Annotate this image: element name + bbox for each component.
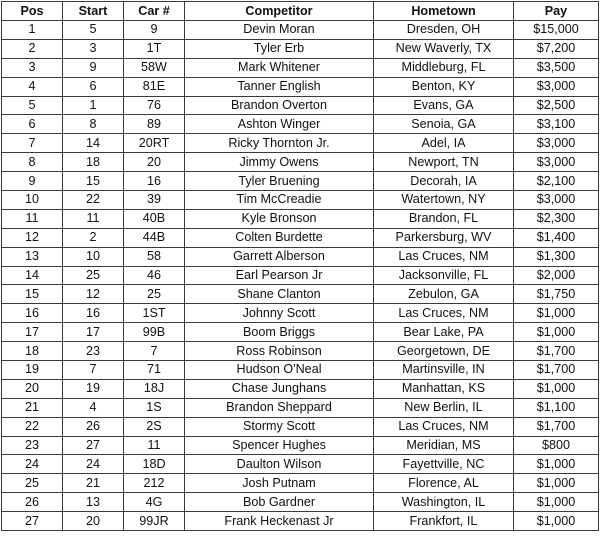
cell-pos: 14 <box>2 266 63 285</box>
cell-hometown: Fayettville, NC <box>374 455 514 474</box>
cell-start: 25 <box>63 266 124 285</box>
cell-car: 1ST <box>124 304 185 323</box>
cell-car: 20RT <box>124 134 185 153</box>
cell-car: 58W <box>124 58 185 77</box>
cell-pay: $1,750 <box>514 285 599 304</box>
cell-pos: 3 <box>2 58 63 77</box>
cell-pay: $1,000 <box>514 493 599 512</box>
cell-car: 89 <box>124 115 185 134</box>
cell-pay: $3,000 <box>514 153 599 172</box>
cell-pay: $1,700 <box>514 417 599 436</box>
cell-pos: 22 <box>2 417 63 436</box>
cell-start: 27 <box>63 436 124 455</box>
cell-competitor: Earl Pearson Jr <box>185 266 374 285</box>
cell-hometown: New Waverly, TX <box>374 39 514 58</box>
cell-competitor: Johnny Scott <box>185 304 374 323</box>
cell-pay: $3,000 <box>514 77 599 96</box>
cell-pay: $1,000 <box>514 379 599 398</box>
cell-start: 11 <box>63 209 124 228</box>
cell-hometown: Adel, IA <box>374 134 514 153</box>
table-row <box>2 209 599 228</box>
cell-competitor: Tyler Erb <box>185 39 374 58</box>
cell-hometown: Las Cruces, NM <box>374 247 514 266</box>
race-results-table <box>1 1 599 531</box>
cell-competitor: Kyle Bronson <box>185 209 374 228</box>
cell-competitor: Brandon Sheppard <box>185 398 374 417</box>
table-row <box>2 134 599 153</box>
cell-pos: 13 <box>2 247 63 266</box>
cell-hometown: Florence, AL <box>374 474 514 493</box>
table-row <box>2 172 599 191</box>
cell-pay: $1,000 <box>514 304 599 323</box>
cell-hometown: Senoia, GA <box>374 115 514 134</box>
cell-pos: 2 <box>2 39 63 58</box>
cell-competitor: Spencer Hughes <box>185 436 374 455</box>
cell-competitor: Chase Junghans <box>185 379 374 398</box>
cell-pay: $2,100 <box>514 172 599 191</box>
table-row <box>2 266 599 285</box>
cell-start: 13 <box>63 493 124 512</box>
cell-pos: 17 <box>2 323 63 342</box>
cell-pos: 4 <box>2 77 63 96</box>
cell-start: 18 <box>63 153 124 172</box>
cell-car: 20 <box>124 153 185 172</box>
cell-car: 7 <box>124 342 185 361</box>
cell-car: 81E <box>124 77 185 96</box>
cell-start: 14 <box>63 134 124 153</box>
cell-pay: $3,500 <box>514 58 599 77</box>
header-competitor: Competitor <box>185 2 374 21</box>
table-body <box>2 21 599 531</box>
cell-hometown: Manhattan, KS <box>374 379 514 398</box>
cell-hometown: Watertown, NY <box>374 191 514 210</box>
cell-competitor: Ross Robinson <box>185 342 374 361</box>
cell-car: 1T <box>124 39 185 58</box>
table-row <box>2 417 599 436</box>
table-row <box>2 342 599 361</box>
table-row <box>2 58 599 77</box>
cell-pos: 25 <box>2 474 63 493</box>
cell-pay: $2,500 <box>514 96 599 115</box>
cell-pos: 26 <box>2 493 63 512</box>
cell-competitor: Colten Burdette <box>185 228 374 247</box>
cell-pay: $3,000 <box>514 191 599 210</box>
cell-car: 11 <box>124 436 185 455</box>
cell-pos: 24 <box>2 455 63 474</box>
cell-pay: $15,000 <box>514 21 599 40</box>
cell-car: 46 <box>124 266 185 285</box>
cell-start: 21 <box>63 474 124 493</box>
cell-pay: $1,300 <box>514 247 599 266</box>
cell-hometown: Benton, KY <box>374 77 514 96</box>
cell-start: 22 <box>63 191 124 210</box>
cell-pay: $1,000 <box>514 455 599 474</box>
cell-start: 4 <box>63 398 124 417</box>
cell-competitor: Shane Clanton <box>185 285 374 304</box>
cell-pay: $1,000 <box>514 323 599 342</box>
cell-pos: 20 <box>2 379 63 398</box>
cell-start: 2 <box>63 228 124 247</box>
cell-pay: $1,700 <box>514 342 599 361</box>
table-row <box>2 379 599 398</box>
cell-start: 7 <box>63 361 124 380</box>
cell-start: 16 <box>63 304 124 323</box>
cell-start: 9 <box>63 58 124 77</box>
cell-car: 71 <box>124 361 185 380</box>
cell-car: 25 <box>124 285 185 304</box>
cell-pos: 9 <box>2 172 63 191</box>
cell-pay: $1,400 <box>514 228 599 247</box>
table-row <box>2 361 599 380</box>
cell-car: 99JR <box>124 512 185 531</box>
cell-start: 20 <box>63 512 124 531</box>
cell-start: 12 <box>63 285 124 304</box>
table-row <box>2 398 599 417</box>
cell-start: 3 <box>63 39 124 58</box>
table-row <box>2 77 599 96</box>
header-pos: Pos <box>2 2 63 21</box>
cell-hometown: Brandon, FL <box>374 209 514 228</box>
cell-competitor: Ashton Winger <box>185 115 374 134</box>
cell-car: 9 <box>124 21 185 40</box>
cell-hometown: Zebulon, GA <box>374 285 514 304</box>
header-pay: Pay <box>514 2 599 21</box>
cell-pay: $1,000 <box>514 512 599 531</box>
cell-hometown: Georgetown, DE <box>374 342 514 361</box>
cell-pos: 12 <box>2 228 63 247</box>
cell-competitor: Frank Heckenast Jr <box>185 512 374 531</box>
header-car: Car # <box>124 2 185 21</box>
table-row <box>2 21 599 40</box>
cell-competitor: Stormy Scott <box>185 417 374 436</box>
cell-competitor: Tyler Bruening <box>185 172 374 191</box>
header-hometown: Hometown <box>374 2 514 21</box>
cell-pay: $2,000 <box>514 266 599 285</box>
cell-pos: 15 <box>2 285 63 304</box>
cell-pay: $2,300 <box>514 209 599 228</box>
table-header <box>2 2 599 21</box>
cell-start: 19 <box>63 379 124 398</box>
cell-car: 58 <box>124 247 185 266</box>
cell-hometown: Bear Lake, PA <box>374 323 514 342</box>
table-row <box>2 115 599 134</box>
cell-pos: 23 <box>2 436 63 455</box>
cell-pay: $800 <box>514 436 599 455</box>
cell-hometown: Decorah, IA <box>374 172 514 191</box>
cell-hometown: Middleburg, FL <box>374 58 514 77</box>
cell-hometown: Las Cruces, NM <box>374 417 514 436</box>
cell-competitor: Ricky Thornton Jr. <box>185 134 374 153</box>
cell-pay: $1,100 <box>514 398 599 417</box>
cell-hometown: Washington, IL <box>374 493 514 512</box>
cell-hometown: New Berlin, IL <box>374 398 514 417</box>
cell-pos: 10 <box>2 191 63 210</box>
cell-competitor: Tanner English <box>185 77 374 96</box>
table-row <box>2 96 599 115</box>
cell-pay: $7,200 <box>514 39 599 58</box>
header-start: Start <box>63 2 124 21</box>
table-row <box>2 228 599 247</box>
cell-car: 18J <box>124 379 185 398</box>
cell-start: 1 <box>63 96 124 115</box>
cell-start: 26 <box>63 417 124 436</box>
header-row <box>2 2 599 21</box>
cell-competitor: Daulton Wilson <box>185 455 374 474</box>
cell-pos: 6 <box>2 115 63 134</box>
cell-start: 5 <box>63 21 124 40</box>
cell-competitor: Devin Moran <box>185 21 374 40</box>
table-row <box>2 191 599 210</box>
cell-pay: $3,100 <box>514 115 599 134</box>
cell-competitor: Garrett Alberson <box>185 247 374 266</box>
cell-car: 212 <box>124 474 185 493</box>
table-row <box>2 493 599 512</box>
cell-pos: 21 <box>2 398 63 417</box>
cell-start: 15 <box>63 172 124 191</box>
cell-competitor: Mark Whitener <box>185 58 374 77</box>
cell-pay: $3,000 <box>514 134 599 153</box>
cell-car: 1S <box>124 398 185 417</box>
table-row <box>2 153 599 172</box>
table-row <box>2 304 599 323</box>
cell-car: 99B <box>124 323 185 342</box>
cell-hometown: Martinsville, IN <box>374 361 514 380</box>
cell-car: 39 <box>124 191 185 210</box>
cell-start: 23 <box>63 342 124 361</box>
cell-hometown: Las Cruces, NM <box>374 304 514 323</box>
cell-car: 40B <box>124 209 185 228</box>
cell-hometown: Frankfort, IL <box>374 512 514 531</box>
cell-competitor: Hudson O'Neal <box>185 361 374 380</box>
cell-competitor: Bob Gardner <box>185 493 374 512</box>
cell-pos: 16 <box>2 304 63 323</box>
cell-pay: $1,700 <box>514 361 599 380</box>
table-row <box>2 285 599 304</box>
cell-start: 24 <box>63 455 124 474</box>
table-row <box>2 474 599 493</box>
cell-pos: 5 <box>2 96 63 115</box>
table-row <box>2 247 599 266</box>
cell-hometown: Parkersburg, WV <box>374 228 514 247</box>
cell-car: 2S <box>124 417 185 436</box>
cell-competitor: Tim McCreadie <box>185 191 374 210</box>
cell-hometown: Evans, GA <box>374 96 514 115</box>
table-row <box>2 436 599 455</box>
table-row <box>2 39 599 58</box>
cell-car: 16 <box>124 172 185 191</box>
cell-hometown: Meridian, MS <box>374 436 514 455</box>
cell-competitor: Josh Putnam <box>185 474 374 493</box>
cell-start: 8 <box>63 115 124 134</box>
cell-pos: 27 <box>2 512 63 531</box>
table-row <box>2 323 599 342</box>
cell-hometown: Dresden, OH <box>374 21 514 40</box>
cell-pos: 1 <box>2 21 63 40</box>
cell-pay: $1,000 <box>514 474 599 493</box>
cell-competitor: Jimmy Owens <box>185 153 374 172</box>
cell-pos: 8 <box>2 153 63 172</box>
cell-competitor: Boom Briggs <box>185 323 374 342</box>
cell-hometown: Newport, TN <box>374 153 514 172</box>
cell-start: 10 <box>63 247 124 266</box>
cell-car: 44B <box>124 228 185 247</box>
cell-car: 18D <box>124 455 185 474</box>
cell-start: 6 <box>63 77 124 96</box>
table-row <box>2 512 599 531</box>
cell-start: 17 <box>63 323 124 342</box>
cell-competitor: Brandon Overton <box>185 96 374 115</box>
cell-pos: 19 <box>2 361 63 380</box>
cell-pos: 11 <box>2 209 63 228</box>
table-row <box>2 455 599 474</box>
cell-pos: 7 <box>2 134 63 153</box>
cell-pos: 18 <box>2 342 63 361</box>
cell-hometown: Jacksonville, FL <box>374 266 514 285</box>
cell-car: 76 <box>124 96 185 115</box>
cell-car: 4G <box>124 493 185 512</box>
